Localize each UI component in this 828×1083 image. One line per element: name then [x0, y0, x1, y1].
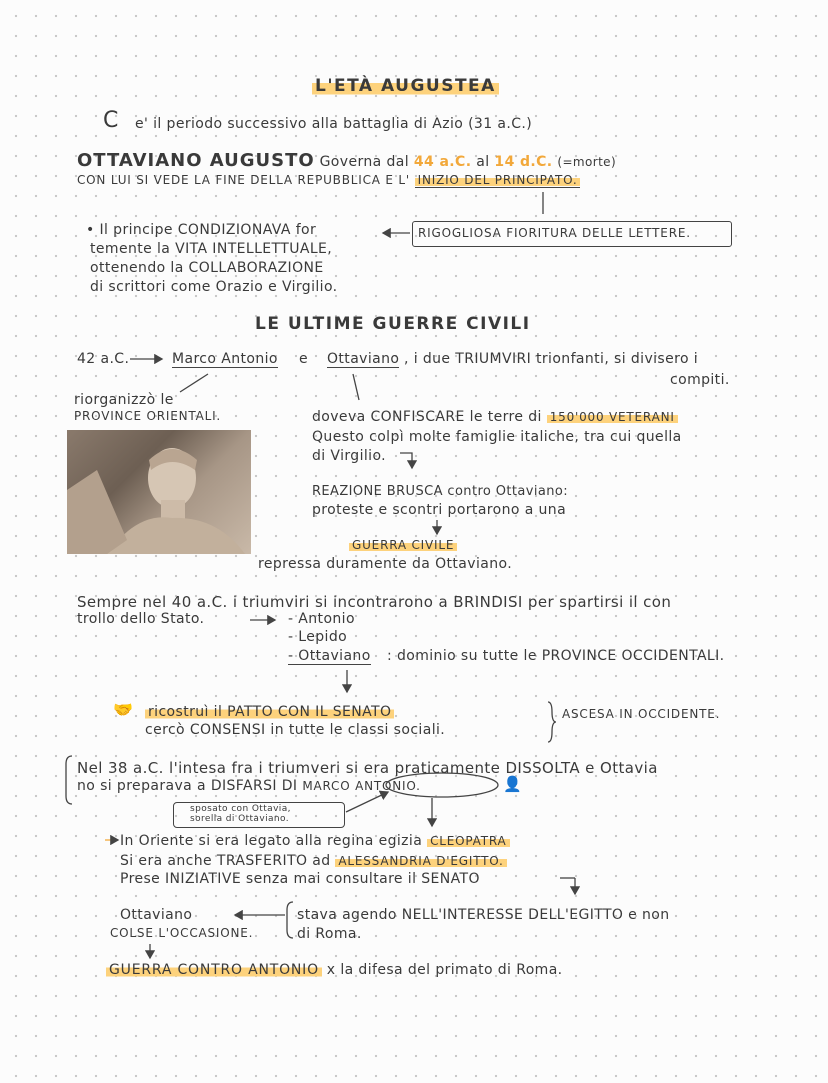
stava-line1: stava agendo NELL'INTERESSE DELL'EGITTO e non	[297, 907, 670, 923]
riorg-line2: PROVINCE ORIENTALI.	[74, 409, 222, 423]
principe-l2: temente la VITA INTELLETTUALE,	[90, 241, 333, 257]
principe-l3: ottenendo la COLLABORAZIONE	[90, 260, 324, 276]
virgilio-arrow	[400, 453, 412, 468]
colse-line1: Ottaviano	[120, 907, 193, 923]
item-antonio: - Antonio	[288, 611, 355, 627]
ottaviano-line: OTTAVIANO AUGUSTO Governa dal 44 a.C. al 14 d.C. (=morte)	[77, 150, 617, 171]
sposato-line1: sposato con Ottavia,	[190, 804, 291, 814]
patto-line1: ricostruì il PATTO CON IL SENATO	[145, 704, 394, 720]
reazione-line2: proteste e scontri portarono a una	[312, 502, 567, 518]
guerra-civile: GUERRA CIVILE	[349, 538, 457, 552]
oriente-line3: Prese INIZIATIVE senza mai consultare il SENATO	[120, 871, 480, 887]
oriente-line1: In Oriente si era legato alla regina egizia CLEOPATRA	[120, 833, 510, 849]
sposato-arrow	[346, 792, 388, 812]
repressa-text: repressa duramente da Ottaviano.	[258, 556, 513, 572]
marco-antonio: Marco Antonio	[172, 351, 278, 367]
marco-circle	[386, 773, 498, 797]
item-ottaviano: - Ottaviano	[288, 648, 371, 664]
sec42-year: 42 a.C.	[77, 351, 130, 367]
stava-line2: di Roma.	[297, 926, 362, 942]
handshake-icon: 🤝	[113, 700, 134, 719]
dominio-text: : dominio su tutte le PROVINCE OCCIDENTALI.	[387, 648, 725, 664]
repubblica-line: CON LUI SI VEDE LA FINE DELLA REPUBBLICA E L' INIZIO DEL PRINCIPATO.	[77, 173, 580, 187]
principe-l1: • Il principe CONDIZIONAVA for	[86, 222, 317, 238]
triumviri-text: , i due TRIUMVIRI trionfanti, si divisero i	[404, 351, 699, 367]
page-title: L'ETÀ AUGUSTEA	[312, 76, 499, 96]
final-line: GUERRA CONTRO ANTONIO x la difesa del primato di Roma.	[106, 962, 563, 978]
ottaviano-ref: Ottaviano	[327, 351, 400, 367]
patto-line2: cercò CONSENSI in tutte le classi sociali.	[145, 722, 446, 738]
person-icon: 👤	[503, 775, 523, 793]
intro-text: e' il periodo successivo alla battaglia di Azio (31 a.C.)	[135, 116, 533, 132]
sec38-line1: Nel 38 a.C. l'intesa fra i triumveri si era praticamente DISSOLTA e Ottavia	[77, 759, 658, 777]
confisca-line3: di Virgilio.	[312, 448, 387, 464]
sec38-bracket	[66, 756, 72, 804]
ottaviano-branch	[353, 374, 359, 400]
stava-bracket	[287, 902, 293, 938]
sec40-line1: Sempre nel 40 a.C. i triumviri si incontrarono a BRINDISI per spartirsi il con	[77, 593, 672, 611]
marco-branch	[180, 374, 208, 392]
c-letter: C	[103, 108, 119, 133]
confisca-line2: Questo colpì molte famiglie italiche, tra cui quella	[312, 429, 682, 445]
sec38-line2: no si preparava a DISFARSI DI MARCO ANTONIO.	[77, 778, 421, 794]
reazione-line1: REAZIONE BRUSCA contro Ottaviano:	[312, 484, 569, 499]
ascesa-text: ASCESA IN OCCIDENTE.	[562, 707, 721, 721]
ottaviano-name: OTTAVIANO AUGUSTO	[77, 150, 315, 171]
ascesa-brace	[548, 702, 556, 742]
sposato-line2: sorella di Ottaviano.	[190, 814, 289, 824]
principe-l4: di scrittori come Orazio e Virgilio.	[90, 279, 338, 295]
colse-line2: COLSE L'OCCASIONE.	[110, 926, 254, 940]
riorg-line1: riorganizzò le	[74, 392, 174, 408]
fioritura-text: RIGOGLIOSA FIORITURA DELLE LETTERE.	[418, 226, 691, 240]
confisca-line1: doveva CONFISCARE le terre di 150'000 VETERANI	[312, 409, 678, 425]
guerre-heading: LE ULTIME GUERRE CIVILI	[255, 314, 531, 334]
item-lepido: - Lepido	[288, 629, 348, 645]
oriente-line2: Si era anche TRASFERITO ad ALESSANDRIA D'EGITTO.	[120, 853, 507, 869]
sec40-line2: trollo dello Stato.	[77, 611, 205, 627]
